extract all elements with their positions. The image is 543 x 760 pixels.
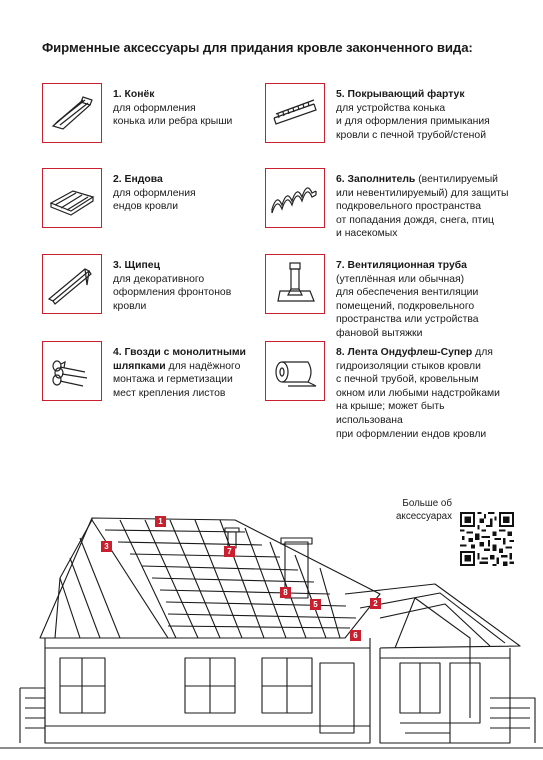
accessory-desc: от попадания дождя, снега, птиц: [336, 214, 495, 226]
accessory-title: 4. Гвозди с монолитными: [113, 347, 246, 358]
accessory-desc: и насекомых: [336, 228, 398, 240]
accessory-desc: с печной трубой, кровельным: [336, 374, 479, 386]
gable-icon: [42, 254, 102, 314]
accessory-title: 3. Щипец: [113, 260, 160, 271]
accessory-desc: для оформления: [113, 102, 196, 114]
marker-6: 6: [350, 630, 361, 641]
vent-pipe-icon: [265, 254, 325, 314]
accessory-title: 7. Вентиляционная труба: [336, 260, 467, 271]
accessory-desc: для надёжного: [165, 360, 241, 372]
page-title: Фирменные аксессуары для придания кровле законченного вида:: [42, 40, 473, 55]
accessory-desc: для декоративного: [113, 273, 205, 285]
ridge-icon: [42, 83, 102, 143]
filler-icon: [265, 168, 325, 228]
accessory-desc: при оформлении ендов кровли: [336, 428, 487, 440]
marker-1: 1: [155, 516, 166, 527]
accessory-title: 2. Ендова: [113, 174, 163, 185]
accessory-desc: (вентилируемый: [415, 174, 498, 185]
accessory-desc: подкровельного пространства: [336, 201, 481, 213]
marker-7: 7: [224, 546, 235, 557]
marker-5: 5: [310, 599, 321, 610]
marker-2: 2: [370, 598, 381, 609]
accessory-desc: фановой вытяжки: [336, 327, 423, 339]
house-illustration: [0, 498, 543, 755]
accessory-desc: кровли: [113, 300, 147, 312]
accessory-desc: (утеплённая или обычная): [336, 273, 465, 285]
marker-8: 8: [280, 587, 291, 598]
valley-icon: [42, 168, 102, 228]
accessory-desc: гидроизоляции стыков кровли: [336, 360, 481, 372]
accessory-desc: и для оформления примыкания: [336, 116, 490, 128]
accessory-desc: оформления фронтонов: [113, 287, 232, 299]
accessory-title-cont: шляпками: [113, 360, 166, 372]
accessory-desc: для оформления: [113, 187, 196, 199]
accessory-title: 1. Конёк: [113, 89, 155, 100]
accessory-desc: для обеспечения вентиляции: [336, 287, 479, 299]
accessory-desc: конька или ребра крыши: [113, 116, 233, 128]
accessory-desc: для устройства конька: [336, 102, 446, 114]
apron-icon: [265, 83, 325, 143]
accessory-title: 6. Заполнитель: [336, 174, 416, 185]
marker-3: 3: [101, 541, 112, 552]
nails-icon: [42, 341, 102, 401]
accessory-desc: или невентилируемый) для защиты: [336, 187, 509, 199]
accessory-desc: для: [472, 347, 493, 358]
accessory-title: 5. Покрывающий фартук: [336, 89, 465, 100]
accessory-desc: мест крепления листов: [113, 387, 226, 399]
accessory-desc: помещений, подкровельного: [336, 300, 475, 312]
accessory-desc: на крыше; может быть использована: [336, 401, 445, 426]
accessory-desc: пространства или устройства: [336, 314, 479, 326]
accessory-title: 8. Лента Ондуфлеш-Супер: [336, 347, 473, 358]
tape-roll-icon: [265, 341, 325, 401]
qr-label: Больше об аксессуарах: [395, 498, 452, 522]
accessory-desc: кровли с печной трубой/стеной: [336, 129, 486, 141]
accessory-desc: ендов кровли: [113, 201, 179, 213]
accessory-desc: монтажа и герметизации: [113, 374, 233, 386]
accessory-desc: окном или любыми надстройками: [336, 387, 500, 399]
